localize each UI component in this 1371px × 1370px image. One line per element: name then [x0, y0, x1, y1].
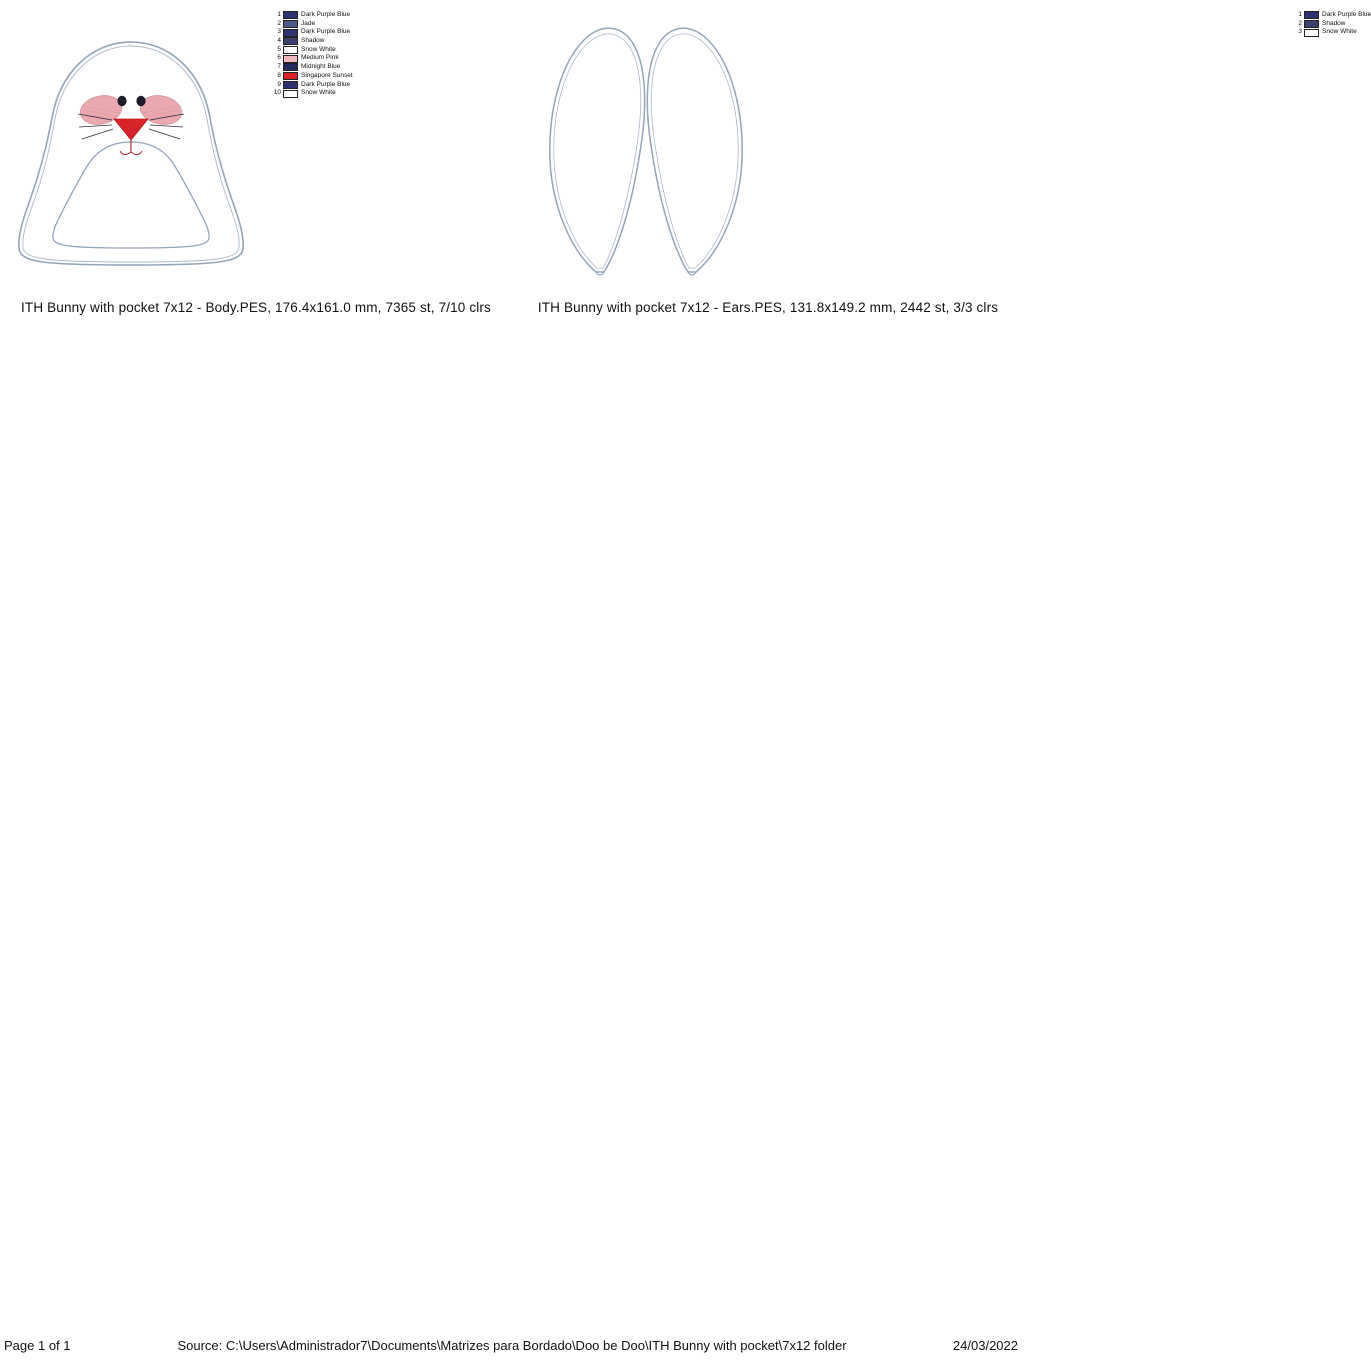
legend-row: [1291, 11, 1371, 20]
design-body: [0, 0, 512, 330]
color-legend-body: [270, 11, 353, 98]
legend-number: 1: [1298, 11, 1302, 18]
legend-row: [1291, 20, 1371, 29]
legend-row: [270, 28, 353, 37]
legend-number: 2: [277, 19, 281, 27]
legend-number: 1: [277, 11, 281, 18]
legend-label: Dark Purple Blue: [301, 11, 351, 18]
legend-row: [270, 20, 353, 29]
legend-label: Snow White: [1322, 28, 1357, 36]
legend-row: [270, 63, 353, 72]
legend-swatch: [283, 55, 298, 63]
legend-label: Midnight Blue: [301, 63, 341, 71]
legend-swatch: [283, 72, 298, 80]
legend-label: Singapore Sunset: [301, 71, 353, 79]
legend-number: 2: [1298, 19, 1302, 27]
legend-swatch: [283, 90, 298, 98]
legend-swatch: [1304, 11, 1319, 19]
legend-row: [1291, 28, 1371, 37]
legend-swatch: [283, 81, 298, 89]
design-body-caption: ITH Bunny with pocket 7x12 - Body.PES, 176.4x161.0 mm, 7365 st, 7/10 clrs: [21, 300, 491, 315]
legend-swatch: [283, 11, 298, 19]
legend-row: [270, 54, 353, 63]
legend-swatch: [283, 63, 298, 71]
legend-label: Jade: [301, 19, 316, 27]
legend-swatch: [1304, 20, 1319, 28]
legend-row: [270, 72, 353, 81]
legend-swatch: [283, 29, 298, 37]
legend-label: Shadow: [1322, 19, 1346, 27]
legend-label: Dark Purple Blue: [1322, 11, 1371, 18]
legend-swatch: [283, 46, 298, 54]
legend-number: 4: [277, 37, 281, 45]
footer-source-path: Source: C:\Users\Administrador7\Documents\Matrizes para Bordado\Doo be Doo\ITH Bunny with pocket\7x12 folder: [177, 1338, 847, 1353]
legend-label: Snow White: [301, 45, 336, 53]
legend-number: 8: [277, 71, 281, 79]
legend-label: Shadow: [301, 37, 325, 45]
design-ears-artwork: [512, 0, 1024, 290]
footer-date: 24/03/2022: [952, 1338, 1018, 1353]
legend-number: 10: [273, 89, 281, 97]
legend-row: [270, 46, 353, 55]
legend-row: [270, 37, 353, 46]
legend-row: [270, 89, 353, 98]
legend-number: 5: [277, 45, 281, 53]
legend-swatch: [283, 20, 298, 28]
legend-number: 3: [277, 28, 281, 36]
legend-swatch: [283, 37, 298, 45]
legend-row: [270, 81, 353, 90]
design-ears: [512, 0, 1371, 330]
legend-label: Snow White: [301, 89, 336, 97]
design-body-artwork: [0, 0, 512, 290]
design-ears-caption: ITH Bunny with pocket 7x12 - Ears.PES, 131.8x149.2 mm, 2442 st, 3/3 clrs: [537, 300, 999, 315]
legend-row: [270, 11, 353, 20]
footer-page-number: Page 1 of 1: [4, 1338, 71, 1353]
legend-number: 6: [277, 54, 281, 62]
legend-number: 3: [1298, 28, 1302, 36]
legend-number: 7: [277, 63, 281, 71]
legend-label: Medium Pink: [301, 54, 339, 62]
legend-swatch: [1304, 29, 1319, 37]
legend-label: Dark Purple Blue: [301, 80, 351, 88]
legend-number: 9: [277, 80, 281, 88]
page-footer: [0, 1338, 1024, 1356]
color-legend-ears: [1291, 11, 1371, 37]
legend-label: Dark Purple Blue: [301, 28, 351, 36]
